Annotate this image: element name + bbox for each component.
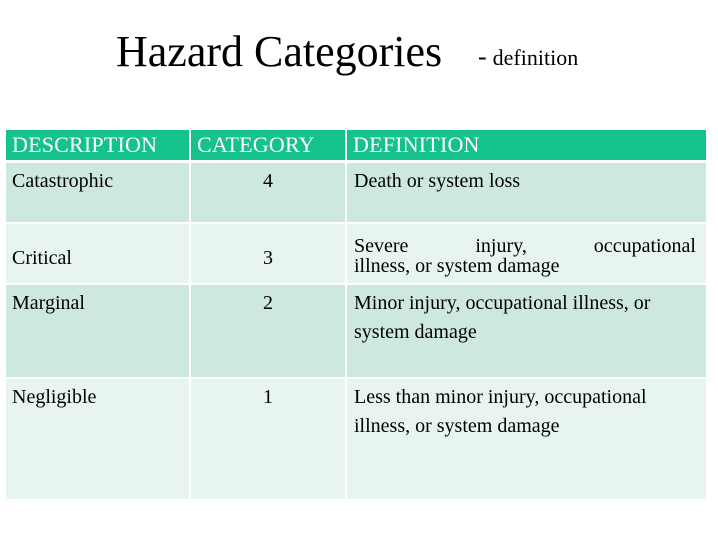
page-subtitle (478, 42, 578, 73)
table-row-negligible (6, 378, 706, 500)
cell-definition: Death or system loss (346, 162, 706, 223)
header-definition: DEFINITION (346, 130, 706, 162)
cell-description: Critical (6, 223, 190, 284)
cell-description: Catastrophic (6, 162, 190, 223)
header-description: DESCRIPTION (6, 130, 190, 162)
cell-definition: Less than minor injury, occupational illness, or system damage (346, 378, 706, 500)
cell-description: Negligible (6, 378, 190, 500)
table-row-marginal (6, 284, 706, 378)
cell-category: 3 (190, 223, 346, 284)
header-category: CATEGORY (190, 130, 346, 162)
table-row-catastrophic (6, 162, 706, 223)
definition-line: Severe injury, occupational (354, 234, 696, 257)
cell-description: Marginal (6, 284, 190, 378)
cell-category: 2 (190, 284, 346, 378)
table-row-critical (6, 223, 706, 284)
cell-definition: Minor injury, occupational illness, or system damage (346, 284, 706, 378)
subtitle-dash: - (478, 42, 487, 71)
page-title: Hazard Categories (116, 27, 443, 76)
cell-category: 4 (190, 162, 346, 223)
hazard-categories-table (6, 130, 706, 501)
definition-line: illness, or system damage (354, 254, 560, 277)
cell-definition (346, 223, 706, 284)
subtitle-text: definition (492, 45, 579, 70)
cell-category: 1 (190, 378, 346, 500)
table-header-row (6, 130, 706, 162)
